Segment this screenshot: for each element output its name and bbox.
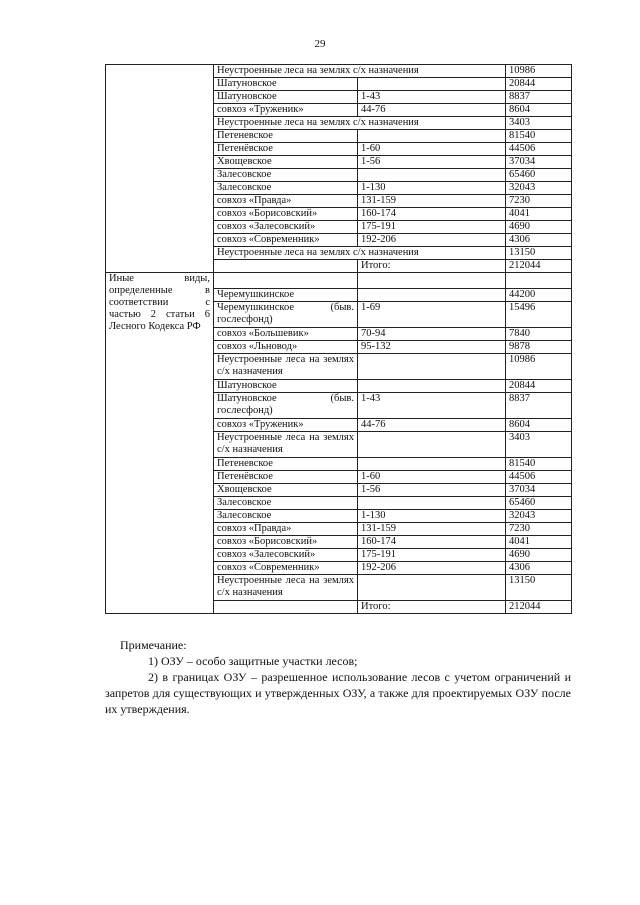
forest-table-body [106, 65, 572, 614]
area-cell: 7840 [506, 328, 572, 341]
plot-name-cell: Неустроенные леса на землях с/х назначения [214, 247, 506, 260]
quarter-range-cell: 1-60 [358, 143, 506, 156]
plot-name-cell: Шатуновское [214, 380, 358, 393]
quarter-range-cell: 192-206 [358, 562, 506, 575]
plot-name-cell: совхоз «Правда» [214, 523, 358, 536]
plot-name-cell: совхоз «Залесовский» [214, 549, 358, 562]
quarter-range-cell: 1-56 [358, 156, 506, 169]
area-cell: 44506 [506, 143, 572, 156]
plot-name-cell: Залесовское [214, 510, 358, 523]
total-value-cell: 212044 [506, 260, 572, 273]
quarter-range-cell: 175-191 [358, 549, 506, 562]
area-cell: 13150 [506, 575, 572, 601]
plot-name-cell: Залесовское [214, 169, 358, 182]
plot-name-cell: Петенёвское [214, 471, 358, 484]
plot-name-cell [214, 273, 358, 289]
plot-name-cell: Неустроенные леса на землях с/х назначения [214, 354, 358, 380]
area-cell: 81540 [506, 458, 572, 471]
plot-name-cell: совхоз «Борисовский» [214, 208, 358, 221]
area-cell [506, 273, 572, 289]
plot-name-cell: совхоз «Труженик» [214, 104, 358, 117]
quarter-range-cell [358, 130, 506, 143]
area-cell: 44200 [506, 289, 572, 302]
quarter-range-cell: 95-132 [358, 341, 506, 354]
note-item-1: 1) ОЗУ – особо защитные участки лесов; [148, 654, 358, 668]
area-cell: 20844 [506, 78, 572, 91]
plot-name-cell: Шатуновское (быв. гослесфонд) [214, 393, 358, 419]
area-cell: 4690 [506, 549, 572, 562]
plot-name-cell: Неустроенные леса на землях с/х назначения [214, 65, 506, 78]
area-cell: 8604 [506, 104, 572, 117]
quarter-range-cell: 44-76 [358, 419, 506, 432]
area-cell: 37034 [506, 156, 572, 169]
area-cell: 65460 [506, 169, 572, 182]
plot-name-cell: Неустроенные леса на землях с/х назначения [214, 432, 358, 458]
area-cell: 65460 [506, 497, 572, 510]
area-cell: 7230 [506, 523, 572, 536]
quarter-range-cell: 1-130 [358, 182, 506, 195]
area-cell: 4306 [506, 562, 572, 575]
area-cell: 4041 [506, 536, 572, 549]
quarter-range-cell [358, 169, 506, 182]
plot-name-cell: Шатуновское [214, 78, 358, 91]
plot-name-cell: Хвощевское [214, 156, 358, 169]
table-row [106, 273, 572, 289]
quarter-range-cell: 70-94 [358, 328, 506, 341]
area-cell: 20844 [506, 380, 572, 393]
quarter-range-cell [358, 354, 506, 380]
plot-name-cell: совхоз «Борисовский» [214, 536, 358, 549]
area-cell: 81540 [506, 130, 572, 143]
quarter-range-cell [358, 380, 506, 393]
plot-name-cell: Петеневское [214, 458, 358, 471]
area-cell: 9878 [506, 341, 572, 354]
area-cell: 8837 [506, 393, 572, 419]
plot-name-cell: Неустроенные леса на землях с/х назначения [214, 117, 506, 130]
plot-name-cell: Залесовское [214, 182, 358, 195]
total-empty-cell [214, 601, 358, 614]
plot-name-cell: Черемушкинское (быв. гослесфонд) [214, 302, 358, 328]
plot-name-cell: Залесовское [214, 497, 358, 510]
quarter-range-cell: 160-174 [358, 208, 506, 221]
quarter-range-cell: 1-130 [358, 510, 506, 523]
plot-name-cell: Шатуновское [214, 91, 358, 104]
quarter-range-cell: 1-69 [358, 302, 506, 328]
quarter-range-cell [358, 575, 506, 601]
quarter-range-cell [358, 497, 506, 510]
area-cell: 8837 [506, 91, 572, 104]
quarter-range-cell: 1-43 [358, 91, 506, 104]
quarter-range-cell [358, 289, 506, 302]
forest-table [105, 64, 572, 614]
area-cell: 13150 [506, 247, 572, 260]
area-cell: 10986 [506, 65, 572, 78]
total-label-cell: Итого: [358, 260, 506, 273]
plot-name-cell: Неустроенные леса на землях с/х назначения [214, 575, 358, 601]
area-cell: 3403 [506, 432, 572, 458]
total-value-cell: 212044 [506, 601, 572, 614]
area-cell: 4690 [506, 221, 572, 234]
plot-name-cell: Петеневское [214, 130, 358, 143]
note-item-2: 2) в границах ОЗУ – разрешенное использование лесов с учетом ограничений и запретов для существующих и утвержденных ОЗУ, а также для проектируемых ОЗУ после их утверждения. [105, 670, 571, 716]
area-cell: 7230 [506, 195, 572, 208]
plot-name-cell: совхоз «Правда» [214, 195, 358, 208]
plot-name-cell: совхоз «Льновод» [214, 341, 358, 354]
quarter-range-cell: 131-159 [358, 195, 506, 208]
total-label-cell: Итого: [358, 601, 506, 614]
category-cell: Иные виды, определенные в соответствии с частью 2 статьи 6 Лесного Кодекса РФ [106, 273, 214, 614]
plot-name-cell: совхоз «Большевик» [214, 328, 358, 341]
category-cell-empty [106, 65, 214, 273]
area-cell: 15496 [506, 302, 572, 328]
note-title: Примечание: [120, 638, 187, 652]
quarter-range-cell: 160-174 [358, 536, 506, 549]
area-cell: 4041 [506, 208, 572, 221]
quarter-range-cell [358, 273, 506, 289]
area-cell: 32043 [506, 182, 572, 195]
plot-name-cell: совхоз «Залесовский» [214, 221, 358, 234]
area-cell: 3403 [506, 117, 572, 130]
quarter-range-cell [358, 458, 506, 471]
quarter-range-cell: 1-60 [358, 471, 506, 484]
area-cell: 8604 [506, 419, 572, 432]
plot-name-cell: совхоз «Современник» [214, 234, 358, 247]
quarter-range-cell: 131-159 [358, 523, 506, 536]
quarter-range-cell: 1-43 [358, 393, 506, 419]
page-number: 29 [314, 38, 326, 50]
quarter-range-cell [358, 78, 506, 91]
quarter-range-cell: 192-206 [358, 234, 506, 247]
quarter-range-cell: 44-76 [358, 104, 506, 117]
area-cell: 44506 [506, 471, 572, 484]
quarter-range-cell [358, 432, 506, 458]
area-cell: 4306 [506, 234, 572, 247]
quarter-range-cell: 1-56 [358, 484, 506, 497]
quarter-range-cell: 175-191 [358, 221, 506, 234]
table-row [106, 65, 572, 78]
area-cell: 37034 [506, 484, 572, 497]
plot-name-cell: Хвощевское [214, 484, 358, 497]
plot-name-cell: Петенёвское [214, 143, 358, 156]
plot-name-cell: совхоз «Современник» [214, 562, 358, 575]
plot-name-cell: Черемушкинское [214, 289, 358, 302]
area-cell: 32043 [506, 510, 572, 523]
area-cell: 10986 [506, 354, 572, 380]
total-empty-cell [214, 260, 358, 273]
plot-name-cell: совхоз «Труженик» [214, 419, 358, 432]
